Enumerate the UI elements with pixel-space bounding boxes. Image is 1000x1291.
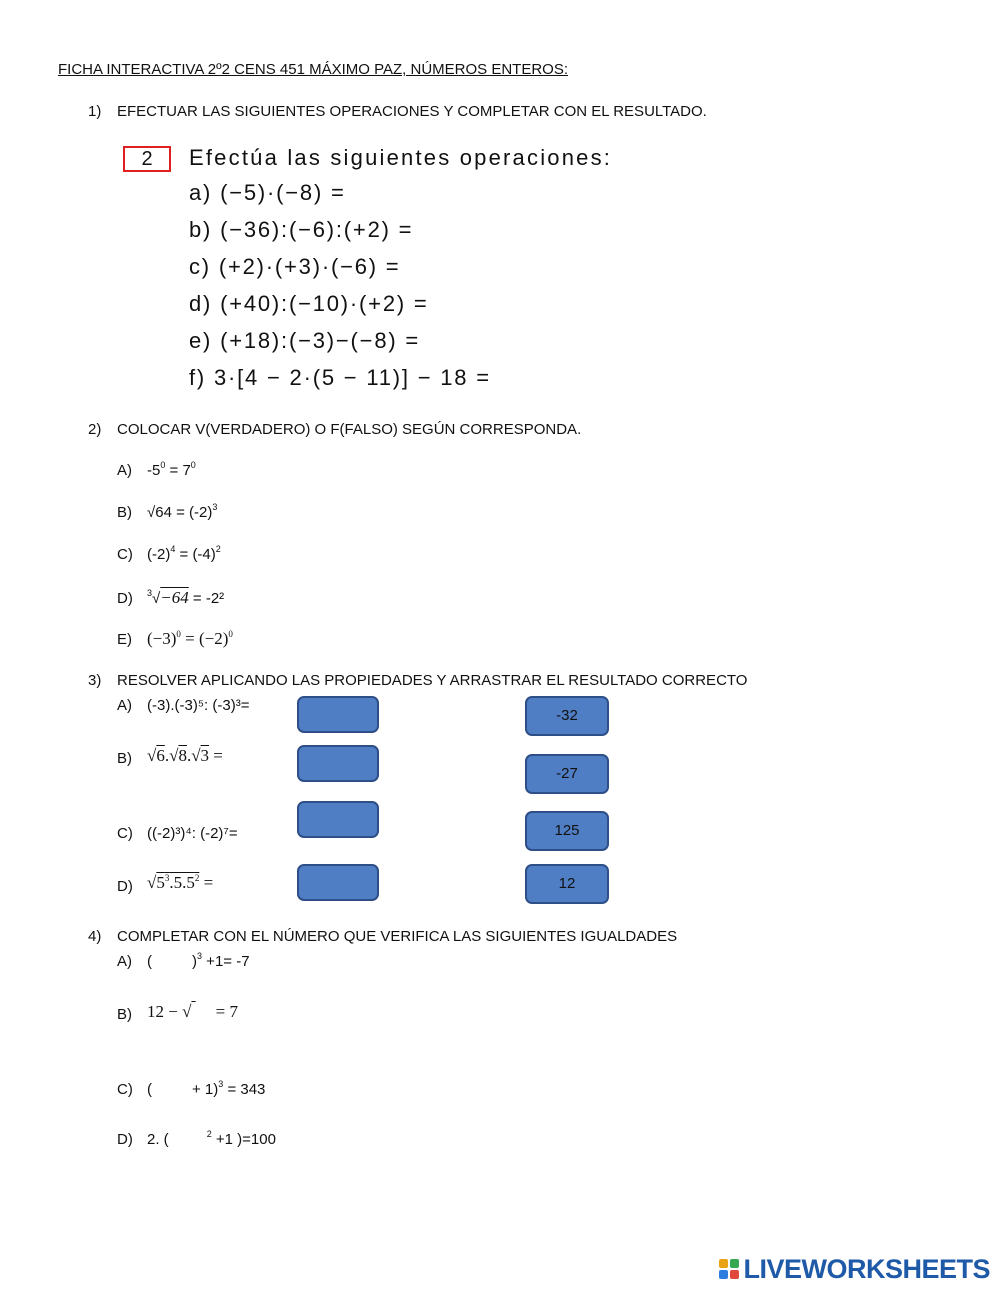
section-3-label-c: C) xyxy=(117,825,133,842)
section-1-heading: EFECTUAR LAS SIGUIENTES OPERACIONES Y COMPLETAR CON EL RESULTADO. xyxy=(117,103,707,120)
section-2-expr-d: $^3$√−64 = -2² xyxy=(147,588,225,607)
operation-d: d) (+40):(−10)·(+2) = xyxy=(189,291,429,316)
section-3-expr-d: $√5^3.5.5^2$ = xyxy=(147,873,214,892)
section-4-label-b: B) xyxy=(117,1006,132,1023)
operation-f: f) 3·[4 − 2·(5 − 11)] − 18 = xyxy=(189,365,491,390)
section-2-heading: COLOCAR V(VERDADERO) O F(FALSO) SEGÚN CORRESPONDA. xyxy=(117,421,582,438)
drop-zone-b[interactable] xyxy=(297,745,379,782)
section-1-number: 1) xyxy=(88,103,102,120)
section-4-label-a: A) xyxy=(117,953,132,970)
answer-tile[interactable]: -32 xyxy=(525,696,609,736)
section-2-expr-e: $(-3)^0 = (-2)^0$ xyxy=(147,629,233,648)
section-4-heading: COMPLETAR CON EL NÚMERO QUE VERIFICA LAS SIGUIENTES IGUALDADES xyxy=(117,928,678,945)
brand-name: LIVEWORKSHEETS xyxy=(743,1253,990,1284)
answer-tile[interactable]: 125 xyxy=(525,811,609,851)
operation-b: b) (−36):(−6):(+2) = xyxy=(189,217,414,242)
section-2-label-c: C) xyxy=(117,546,133,563)
section-3-heading: RESOLVER APLICANDO LAS PROPIEDADES Y ARRASTRAR EL RESULTADO CORRECTO xyxy=(117,672,748,689)
section-4-expr-b: 12 − √ = 7 xyxy=(147,1002,239,1021)
section-2-number: 2) xyxy=(88,421,102,438)
section-2-expr-b: $√64 = (-2)^3$ xyxy=(147,502,218,521)
section-3-expr-a: (-3).(-3)⁵: (-3)³= xyxy=(147,697,250,714)
operations-image-title: Efectúa las siguientes operaciones: xyxy=(189,145,613,170)
section-2-expr-a: $-5^0 = 7^0$ xyxy=(147,460,196,479)
section-3-label-a: A) xyxy=(117,697,132,714)
operation-e: e) (+18):(−3)−(−8) = xyxy=(189,328,421,353)
section-4-label-c: C) xyxy=(117,1081,133,1098)
section-3-expr-c: ((-2)³)⁴: (-2)⁷= xyxy=(147,825,238,842)
answer-tile[interactable]: -27 xyxy=(525,754,609,794)
section-4-label-d: D) xyxy=(117,1131,133,1148)
section-2-expr-c: $(-2)^4 = (-4)^2$ xyxy=(147,544,221,563)
drop-zone-a[interactable] xyxy=(297,696,379,733)
section-2-label-a: A) xyxy=(117,462,132,479)
section-4-expr-d: 2. ( $^2$ +1 )=100 xyxy=(147,1129,276,1148)
section-3-label-b: B) xyxy=(117,750,132,767)
operation-c: c) (+2)·(+3)·(−6) = xyxy=(189,254,401,279)
section-3-number: 3) xyxy=(88,672,102,689)
worksheet-title: FICHA INTERACTIVA 2º2 CENS 451 MÁXIMO PAZ, NÚMEROS ENTEROS: xyxy=(58,61,569,78)
section-4-expr-c: ( + 1)$^3$ = 343 xyxy=(147,1079,266,1098)
section-2-label-d: D) xyxy=(117,590,133,607)
drop-zone-d[interactable] xyxy=(297,864,379,901)
exercise-number-box: 2 xyxy=(123,146,171,172)
section-2-label-b: B) xyxy=(117,504,132,521)
section-3-label-d: D) xyxy=(117,878,133,895)
section-4-expr-a: ( )$^3$ +1= -7 xyxy=(147,951,250,970)
liveworksheets-logo xyxy=(719,1254,990,1284)
logo-squares-icon xyxy=(719,1259,739,1279)
section-2-label-e: E) xyxy=(117,631,132,648)
section-3-expr-b: √6.√8.√3 = xyxy=(147,746,223,765)
section-4-number: 4) xyxy=(88,928,102,945)
operation-a: a) (−5)·(−8) = xyxy=(189,180,346,205)
answer-tile[interactable]: 12 xyxy=(525,864,609,904)
drop-zone-c[interactable] xyxy=(297,801,379,838)
